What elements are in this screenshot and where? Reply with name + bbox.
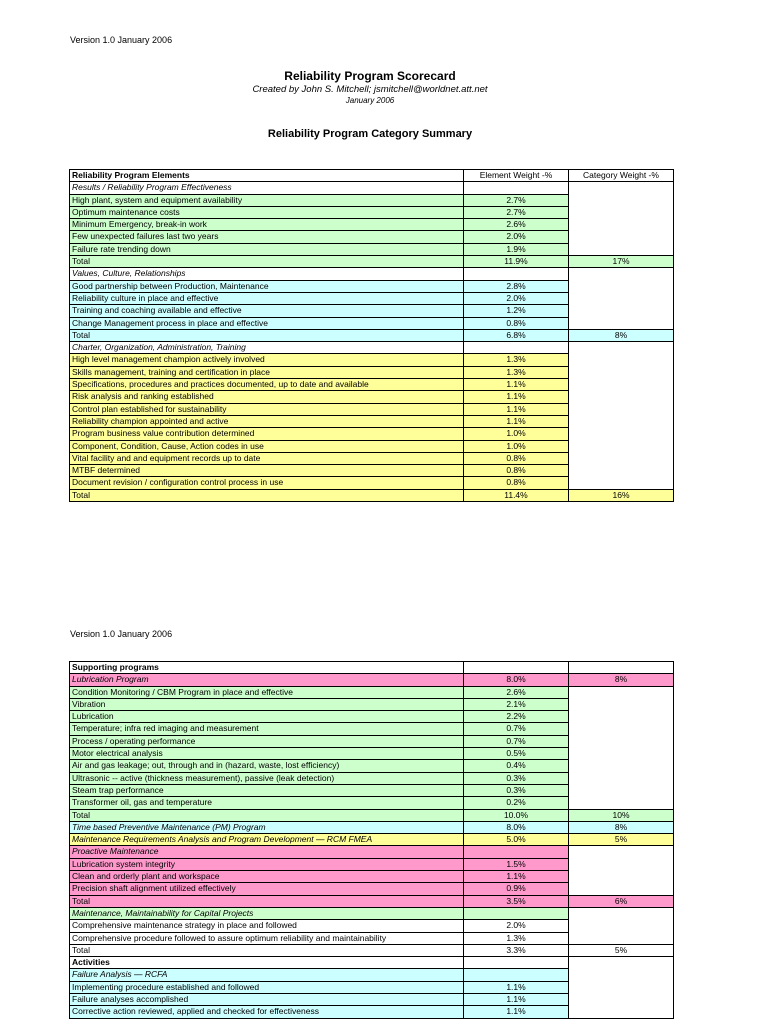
element-weight: 1.3% bbox=[464, 354, 569, 366]
empty-cell bbox=[464, 268, 569, 280]
element-weight: 2.7% bbox=[464, 194, 569, 206]
element-weight: 1.1% bbox=[464, 403, 569, 415]
empty-cell bbox=[569, 662, 674, 674]
element-weight: 2.6% bbox=[464, 686, 569, 698]
element-weight: 0.8% bbox=[464, 477, 569, 489]
element-label: Lubrication bbox=[70, 711, 464, 723]
category-weight-blank bbox=[569, 268, 674, 329]
category-row bbox=[70, 342, 674, 354]
program-label: Maintenance Requirements Analysis and Program Development — RCM FMEA bbox=[70, 834, 464, 846]
column-header: Category Weight -% bbox=[569, 170, 674, 182]
total-value: 3.5% bbox=[464, 895, 569, 907]
element-label: Risk analysis and ranking established bbox=[70, 391, 464, 403]
element-weight: 1.1% bbox=[464, 415, 569, 427]
category-summary-table bbox=[69, 169, 674, 502]
element-weight: 1.2% bbox=[464, 305, 569, 317]
element-label: Corrective action reviewed, applied and checked for effectiveness bbox=[70, 1006, 464, 1018]
element-label: Clean and orderly plant and workspace bbox=[70, 871, 464, 883]
element-weight: 0.9% bbox=[464, 883, 569, 895]
empty-cell bbox=[464, 342, 569, 354]
element-weight: 1.3% bbox=[464, 932, 569, 944]
total-value: 11.9% bbox=[464, 256, 569, 268]
category-weight-blank bbox=[569, 957, 674, 1018]
total-row bbox=[70, 895, 674, 907]
total-value: 11.4% bbox=[464, 489, 569, 501]
program-label: Time based Preventive Maintenance (PM) Program bbox=[70, 821, 464, 833]
category-weight-blank bbox=[569, 907, 674, 944]
element-label: Transformer oil, gas and temperature bbox=[70, 797, 464, 809]
supporting-programs-table bbox=[69, 661, 674, 1019]
total-label: Total bbox=[70, 944, 464, 956]
element-weight: 0.5% bbox=[464, 748, 569, 760]
category-weight-blank bbox=[569, 342, 674, 490]
element-label: Reliability culture in place and effective bbox=[70, 292, 464, 304]
empty-cell bbox=[464, 846, 569, 858]
category-weight: 6% bbox=[569, 895, 674, 907]
category-weight: 16% bbox=[569, 489, 674, 501]
category-label: Values, Culture, Relationships bbox=[70, 268, 464, 280]
element-label: Lubrication system integrity bbox=[70, 858, 464, 870]
page-title: Reliability Program Scorecard bbox=[284, 69, 456, 83]
category-row bbox=[70, 268, 674, 280]
total-value: 10.0% bbox=[464, 809, 569, 821]
section-header-row bbox=[70, 662, 674, 674]
element-weight: 0.3% bbox=[464, 772, 569, 784]
element-label: Precision shaft alignment utilized effectively bbox=[70, 883, 464, 895]
element-label: High plant, system and equipment availability bbox=[70, 194, 464, 206]
empty-cell bbox=[464, 907, 569, 919]
element-weight: 1.3% bbox=[464, 366, 569, 378]
total-value: 6.8% bbox=[464, 329, 569, 341]
element-weight: 1.9% bbox=[464, 243, 569, 255]
section-header: Activities bbox=[70, 957, 464, 969]
element-label: Air and gas leakage; out, through and in (hazard, waste, lost efficiency) bbox=[70, 760, 464, 772]
program-row bbox=[70, 674, 674, 686]
element-label: Training and coaching available and effective bbox=[70, 305, 464, 317]
empty-cell bbox=[464, 662, 569, 674]
element-weight: 0.8% bbox=[464, 465, 569, 477]
element-weight: 1.1% bbox=[464, 1006, 569, 1018]
total-label: Total bbox=[70, 489, 464, 501]
program-label: Maintenance, Maintainability for Capital Projects bbox=[70, 907, 464, 919]
total-value: 3.3% bbox=[464, 944, 569, 956]
element-label: Reliability champion appointed and active bbox=[70, 415, 464, 427]
total-label: Total bbox=[70, 809, 464, 821]
element-label: Vibration bbox=[70, 698, 464, 710]
category-weight: 5% bbox=[569, 944, 674, 956]
category-label: Charter, Organization, Administration, Training bbox=[70, 342, 464, 354]
total-label: Total bbox=[70, 256, 464, 268]
version-label: Version 1.0 January 2006 bbox=[70, 35, 173, 45]
element-weight: 8.0% bbox=[464, 674, 569, 686]
category-weight-blank bbox=[569, 182, 674, 256]
element-label: Failure analyses accomplished bbox=[70, 994, 464, 1006]
element-weight: 0.4% bbox=[464, 760, 569, 772]
total-label: Total bbox=[70, 895, 464, 907]
category-weight: 8% bbox=[569, 821, 674, 833]
program-row bbox=[70, 686, 674, 698]
empty-cell bbox=[464, 182, 569, 194]
category-weight: 8% bbox=[569, 674, 674, 686]
category-weight: 10% bbox=[569, 809, 674, 821]
element-weight: 0.8% bbox=[464, 317, 569, 329]
category-weight: 17% bbox=[569, 256, 674, 268]
element-label: Component, Condition, Cause, Action codes in use bbox=[70, 440, 464, 452]
summary-title: Reliability Program Category Summary bbox=[267, 128, 473, 140]
program-label: Failure Analysis — RCFA bbox=[70, 969, 464, 981]
element-weight: 0.3% bbox=[464, 784, 569, 796]
element-label: Comprehensive procedure followed to assure optimum reliability and maintainability bbox=[70, 932, 464, 944]
element-label: Implementing procedure established and followed bbox=[70, 981, 464, 993]
category-weight: 8% bbox=[569, 329, 674, 341]
column-header: Reliability Program Elements bbox=[70, 170, 464, 182]
element-weight: 2.7% bbox=[464, 206, 569, 218]
element-label: Temperature; infra red imaging and measurement bbox=[70, 723, 464, 735]
element-label: Comprehensive maintenance strategy in place and followed bbox=[70, 920, 464, 932]
program-row bbox=[70, 834, 674, 846]
total-row bbox=[70, 944, 674, 956]
date-line: January 2006 bbox=[345, 96, 395, 105]
element-weight: 1.1% bbox=[464, 981, 569, 993]
element-weight: 5.0% bbox=[464, 834, 569, 846]
element-label: Failure rate trending down bbox=[70, 243, 464, 255]
element-label: Change Management process in place and effective bbox=[70, 317, 464, 329]
element-label: Process / operating performance bbox=[70, 735, 464, 747]
element-label: Motor electrical analysis bbox=[70, 748, 464, 760]
total-row bbox=[70, 329, 674, 341]
element-weight: 8.0% bbox=[464, 821, 569, 833]
element-weight: 1.0% bbox=[464, 428, 569, 440]
element-weight: 2.0% bbox=[464, 920, 569, 932]
element-label: Control plan established for sustainability bbox=[70, 403, 464, 415]
program-row bbox=[70, 846, 674, 858]
element-weight: 0.2% bbox=[464, 797, 569, 809]
total-row bbox=[70, 489, 674, 501]
total-row bbox=[70, 256, 674, 268]
program-label: Condition Monitoring / CBM Program in place and effective bbox=[70, 686, 464, 698]
category-row bbox=[70, 182, 674, 194]
total-row bbox=[70, 809, 674, 821]
element-weight: 0.8% bbox=[464, 452, 569, 464]
element-weight: 2.1% bbox=[464, 698, 569, 710]
program-row bbox=[70, 907, 674, 919]
element-weight: 2.6% bbox=[464, 219, 569, 231]
element-label: MTBF determined bbox=[70, 465, 464, 477]
category-weight-blank bbox=[569, 686, 674, 809]
element-weight: 0.7% bbox=[464, 723, 569, 735]
element-weight: 2.0% bbox=[464, 231, 569, 243]
category-label: Results / Reliability Program Effectiveness bbox=[70, 182, 464, 194]
element-label: Few unexpected failures last two years bbox=[70, 231, 464, 243]
element-weight: 1.1% bbox=[464, 391, 569, 403]
element-label: Good partnership between Production, Maintenance bbox=[70, 280, 464, 292]
element-weight: 1.0% bbox=[464, 440, 569, 452]
version-label-2: Version 1.0 January 2006 bbox=[70, 629, 173, 639]
element-label: Document revision / configuration control process in use bbox=[70, 477, 464, 489]
element-weight: 2.0% bbox=[464, 292, 569, 304]
element-label: Specifications, procedures and practices documented, up to date and available bbox=[70, 379, 464, 391]
element-weight: 1.1% bbox=[464, 379, 569, 391]
empty-cell bbox=[464, 957, 569, 969]
element-label: Program business value contribution determined bbox=[70, 428, 464, 440]
empty-cell bbox=[464, 969, 569, 981]
element-weight: 1.1% bbox=[464, 994, 569, 1006]
category-weight-blank bbox=[569, 846, 674, 895]
element-weight: 2.2% bbox=[464, 711, 569, 723]
element-label: Skills management, training and certification in place bbox=[70, 366, 464, 378]
element-label: Optimum maintenance costs bbox=[70, 206, 464, 218]
column-header: Element Weight -% bbox=[464, 170, 569, 182]
program-row bbox=[70, 821, 674, 833]
element-label: Steam trap performance bbox=[70, 784, 464, 796]
category-weight: 5% bbox=[569, 834, 674, 846]
element-label: Vital facility and and equipment records up to date bbox=[70, 452, 464, 464]
element-label: Minimum Emergency, break-in work bbox=[70, 219, 464, 231]
element-weight: 1.1% bbox=[464, 871, 569, 883]
element-weight: 1.5% bbox=[464, 858, 569, 870]
section-header: Supporting programs bbox=[70, 662, 464, 674]
element-label: Ultrasonic -- active (thickness measurement), passive (leak detection) bbox=[70, 772, 464, 784]
program-label: Proactive Maintenance bbox=[70, 846, 464, 858]
total-label: Total bbox=[70, 329, 464, 341]
element-weight: 0.7% bbox=[464, 735, 569, 747]
element-label: High level management champion actively involved bbox=[70, 354, 464, 366]
program-label: Lubrication Program bbox=[70, 674, 464, 686]
table-header-row bbox=[70, 170, 674, 182]
author-line: Created by John S. Mitchell; jsmitchell@worldnet.att.net bbox=[252, 84, 488, 95]
element-weight: 2.8% bbox=[464, 280, 569, 292]
section-header-row bbox=[70, 957, 674, 969]
